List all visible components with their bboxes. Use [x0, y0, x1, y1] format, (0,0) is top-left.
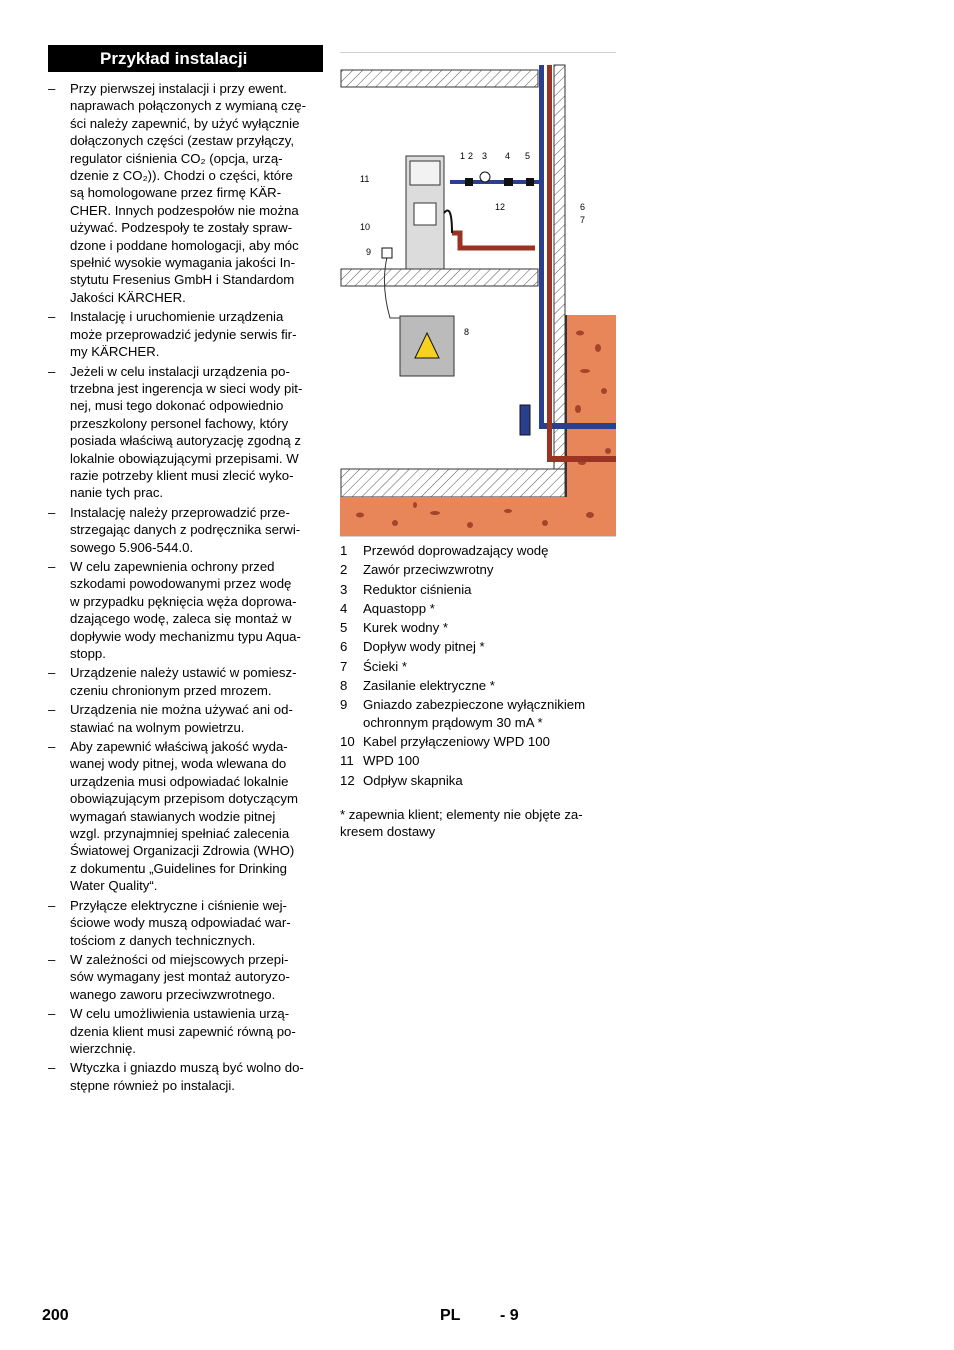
chapter-number: - 9: [500, 1307, 519, 1324]
instruction-item: – Instalację i uruchomienie urządzenia może przeprowadzić jedynie serwis fir- my KÄRCHER.: [48, 309, 297, 360]
legend-item: 5 Kurek wodny *: [340, 620, 449, 636]
water-tap: [526, 178, 534, 186]
instruction-list: [48, 80, 323, 1094]
legend-item: 1 Przewód doprowadzający wodę: [340, 543, 549, 558]
callout-10: 10: [360, 222, 371, 232]
legend-item: 2 Zawór przeciwzwrotny: [340, 562, 494, 578]
footnote: * zapewnia klient; elementy nie objęte za- kresem dostawy: [340, 807, 583, 840]
basement-floor-slab: [341, 469, 565, 497]
section-title: Przykład instalacji: [48, 45, 323, 72]
drain-pipe: [547, 65, 552, 460]
right-column: [340, 52, 616, 841]
language-code: PL: [440, 1307, 461, 1324]
instruction-item: – Przyłącze elektryczne i ciśnienie wej- ściowe wody muszą odpowiadać war- tościom z danych technicznych.: [48, 897, 291, 948]
instruction-item: – Przy pierwszej instalacji i przy ewent. naprawach połączonych z wymianą czę- ści należy zapewnić, by użyć wyłącznie dołączonych części (zestaw przyłączy, regulator ciśnienia CO₂ (opcja, urzą- dzenie z CO₂)). Chodzi o części, które są homologowane przez firmę KÄR- CHER. Innych podzespołów nie można używać. Podzespoły te zostały spraw- dzone i poddane homologacji, aby móc spełnić wysokie wymagania jakości In- stytutu Fresenius GmbH i Standardom Jakości KÄRCHER.: [48, 81, 307, 305]
ceiling-slab: [341, 70, 538, 87]
callout-4: 4: [505, 151, 511, 161]
legend-item: 11 WPD 100: [340, 753, 420, 769]
legend-item: 12 Odpływ skapnika: [340, 772, 463, 788]
legend-item: 4 Aquastopp *: [340, 600, 435, 616]
aquastopp: [504, 178, 513, 186]
middle-floor-slab: [341, 269, 538, 286]
instruction-item: – W zależności od miejscowych przepi- sów wymagany jest montaż autoryzo- wanego zaworu przeciwzwrotnego.: [48, 951, 290, 1002]
legend-item: 7 Ścieki *: [340, 658, 407, 674]
legend-item: 8 Zasilanie elektryczne *: [340, 678, 495, 694]
check-valve: [465, 178, 473, 186]
instruction-item: – Urządzenie należy ustawić w pomiesz- czeniu chronionym przed mrozem.: [48, 665, 297, 698]
legend-item: 6 Dopływ wody pitnej *: [340, 639, 485, 655]
instruction-item: – Instalację należy przeprowadzić prze- strzegając danych z podręcznika serwi- sowego 5.906-544.0.: [48, 504, 301, 555]
legend-item: 10 Kabel przyłączeniowy WPD 100: [340, 734, 550, 750]
callout-11: 11: [360, 174, 370, 184]
pressure-reducer: [480, 172, 490, 182]
callout-9: 9: [366, 247, 372, 257]
callout-6: 6: [580, 202, 586, 212]
instruction-item: – Urządzenia nie można używać ani od- stawiać na wolnym powietrzu.: [48, 702, 293, 735]
instruction-item: – Wtyczka i gniazdo muszą być wolno do- stępne również po instalacji.: [48, 1060, 304, 1093]
supply-pipe: [539, 65, 544, 423]
water-meter: [520, 405, 530, 435]
callout-12: 12: [495, 202, 506, 212]
figure-legend: [340, 542, 616, 789]
installation-diagram: [340, 53, 616, 536]
instruction-item: – W celu umożliwienia ustawienia urzą- dzenia klient musi zapewnić równą po- wierzchnię.: [48, 1006, 296, 1056]
instruction-item: – Jeżeli w celu instalacji urządzenia po- trzebna jest ingerencja w sieci wody pit- nej, musi tego dokonać odpowiednio przeszkolony personel fachowy, który posiada właściwą autoryzację zgodną z lokalnie obowiązującymi przepisami. W razie potrzeby klient musi zlecić wyko- nanie tych prac.: [48, 363, 303, 501]
callout-5: 5: [525, 151, 531, 161]
callout-3: 3: [482, 151, 488, 161]
callout-1: 1: [460, 151, 466, 161]
left-column: [48, 45, 323, 1096]
callout-8: 8: [464, 327, 470, 337]
figure-bottom-rule: [340, 536, 616, 537]
socket: [382, 248, 392, 258]
legend-item: 3 Reduktor ciśnienia: [340, 581, 472, 597]
page-number: 200: [42, 1307, 69, 1324]
callout-7: 7: [580, 215, 586, 225]
legend-item: 9 Gniazdo zabezpieczone wyłącznikiem ochronnym prądowym 30 mA *: [340, 697, 586, 730]
wall-column: [554, 65, 565, 469]
instruction-item: – W celu zapewnienia ochrony przed szkodami powodowanymi przez wodę w przypadku pęknięcia węża doprowa- dzającego wodę, zaleca się montaż w dopływie wody mechanizmu typu Aqua- stopp.: [48, 558, 301, 661]
instruction-item: – Aby zapewnić właściwą jakość wyda- wanej wody pitnej, woda wlewana do urządzenia musi odpowiadać lokalnie obowiązującym przepisom dotyczącym wymagań stawianych wodzie pitnej wzgl. przynajmniej spełniać zalecenia Światowej Organizacji Zdrowia (WHO) z dokumentu „Guidelines for Drinking Water Quality“.: [48, 739, 298, 894]
callout-2: 2: [468, 151, 474, 161]
installation-figure: [340, 53, 616, 536]
